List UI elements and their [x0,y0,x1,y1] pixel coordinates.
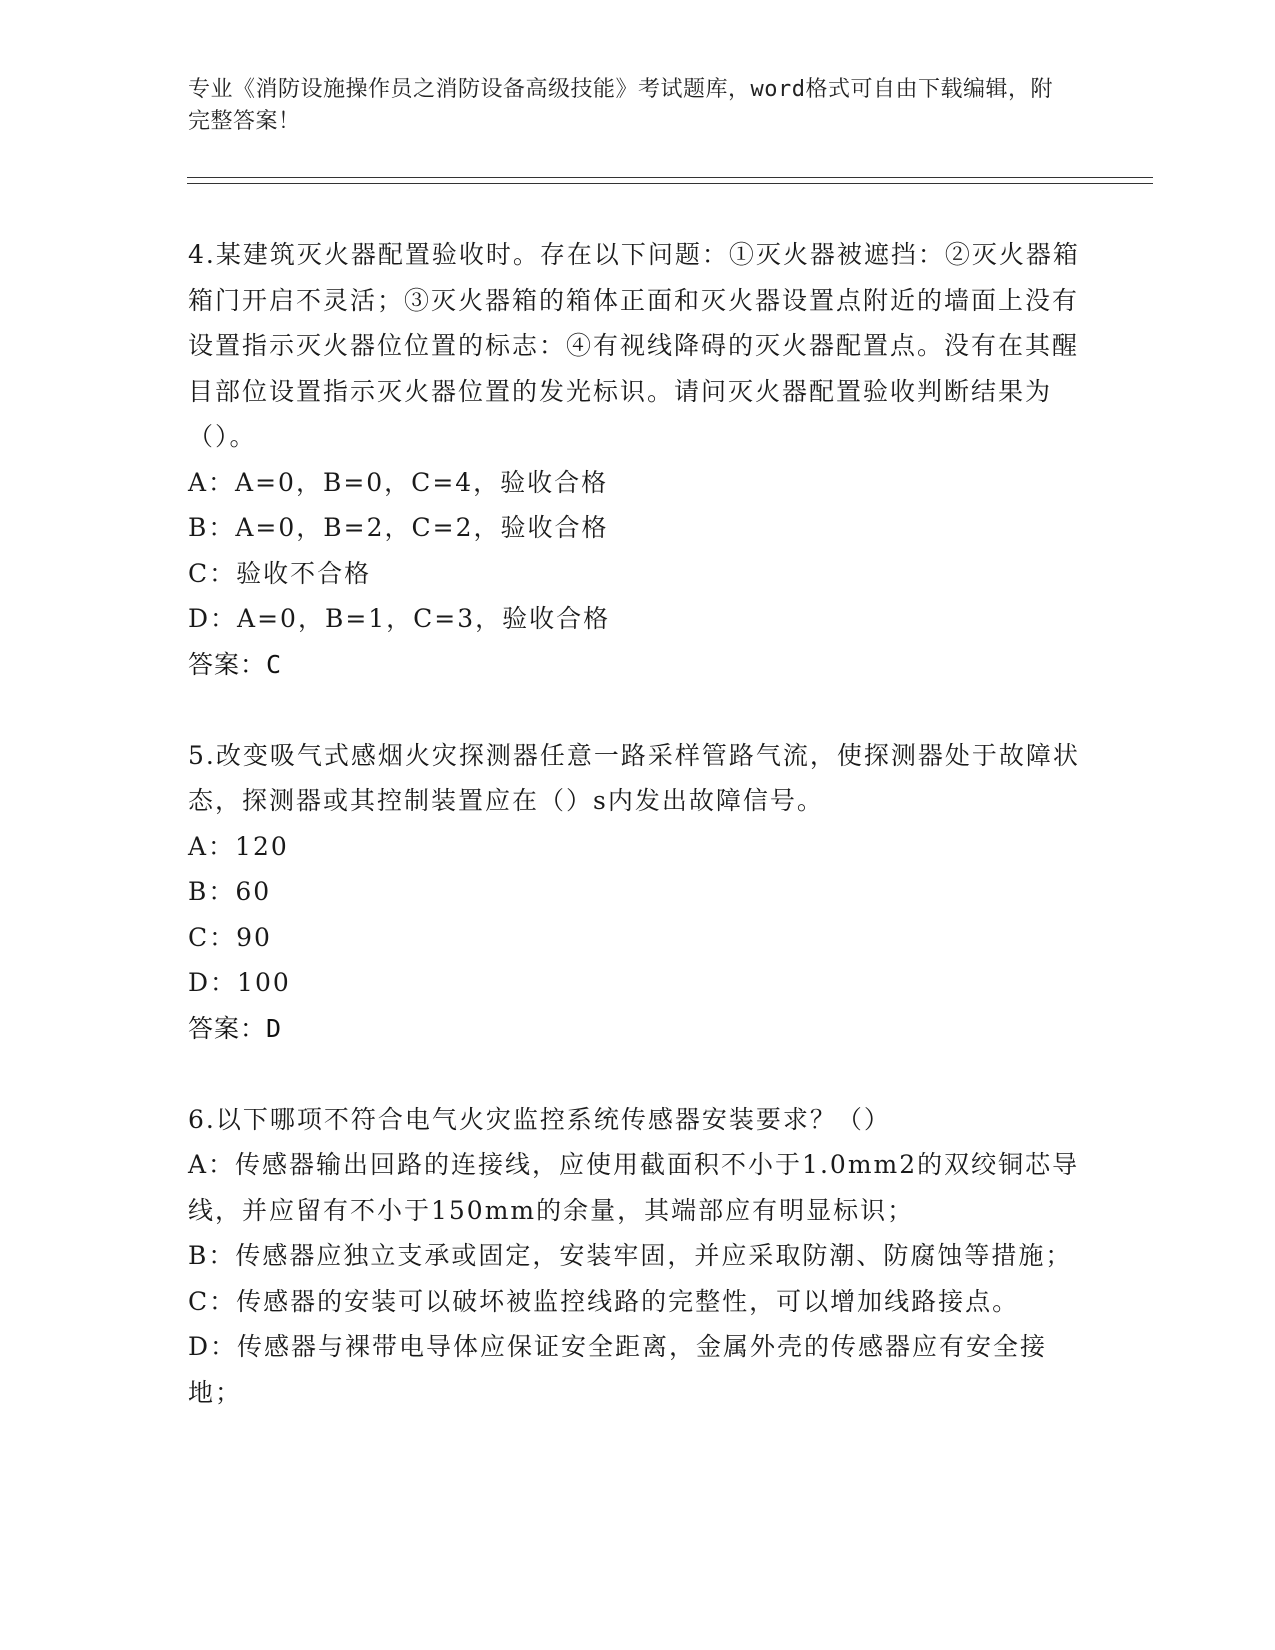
question-5 [188,733,1088,1052]
option-a: A：传感器输出回路的连接线，应使用截面积不小于1.0mm2的双绞铜芯导线，并应留有不小于150mm的余量，其端部应有明显标识； [188,1150,1080,1225]
option-b: B：A=0，B=2，C=2，验收合格 [188,513,609,542]
option-a: A：A=0，B=0，C=4，验收合格 [188,467,609,497]
option-c: C：传感器的安装可以破坏被监控线路的完整性，可以增加线路接点。 [188,1286,1020,1316]
header-divider-top [187,177,1153,178]
option-d: D：100 [188,968,291,997]
header-divider-bottom [187,183,1153,184]
question-stem: 6.以下哪项不符合电气火灾监控系统传感器安装要求？（） [188,1104,891,1134]
answer-label: 答案：D [188,1013,283,1043]
option-b: B：60 [188,877,272,906]
option-d: D：A=0，B=1，C=3，验收合格 [188,604,611,633]
option-b: B：传感器应独立支承或固定，安装牢固，并应采取防潮、防腐蚀等措施； [188,1241,1073,1270]
question-4 [188,232,1088,687]
question-list [188,232,1088,1415]
option-d: D：传感器与裸带电导体应保证安全距离，金属外壳的传感器应有安全接地； [188,1332,1048,1407]
document-header: 专业《消防设施操作员之消防设备高级技能》考试题库，word格式可自由下载编辑，附完整答案！ [188,77,1053,134]
question-stem: 4.某建筑灭火器配置验收时。存在以下问题：①灭火器被遮挡：②灭火器箱箱门开启不灵活；③灭火器箱的箱体正面和灭火器设置点附近的墙面上没有设置指示灭火器位位置的标志：④有视线降碍的灭火器配置点。没有在其醒目部位设置指示灭火器位置的发光标识。请问灭火器配置验收判断结果为（）。 [188,240,1080,451]
option-c: C：90 [188,922,272,952]
option-c: C：验收不合格 [188,558,372,588]
question-stem: 5.改变吸气式感烟火灾探测器任意一路采样管路气流，使探测器处于故障状态，探测器或其控制装置应在（）s内发出故障信号。 [188,740,1080,815]
option-a: A：120 [188,831,289,861]
answer-label: 答案：C [188,649,283,679]
question-6 [188,1097,1088,1416]
